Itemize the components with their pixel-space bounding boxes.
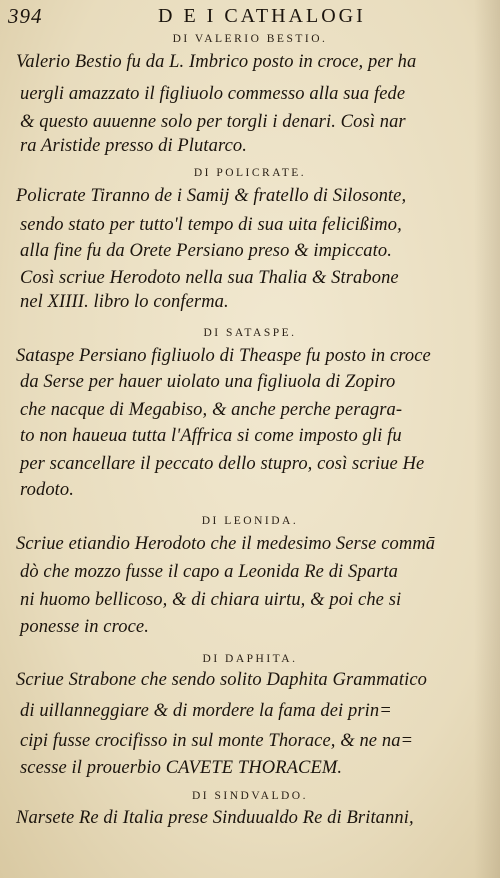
text-line: sendo stato per tutto'l tempo di sua uita felicißimo, bbox=[20, 215, 402, 235]
text-line: scesse il prouerbio CAVETE THORACEM. bbox=[20, 758, 343, 778]
text-line: dò che mozzo fusse il capo a Leonida Re di Sparta bbox=[20, 562, 398, 582]
section-heading: DI SATASPE. bbox=[203, 327, 297, 339]
text-line: Sataspe Persiano figliuolo di Theaspe fu posto in croce bbox=[16, 346, 431, 366]
page-number: 394 bbox=[8, 4, 43, 28]
text-line: Così scriue Herodoto nella sua Thalia & Strabone bbox=[20, 268, 399, 288]
text-line: alla fine fu da Orete Persiano preso & impiccato. bbox=[20, 241, 392, 261]
text-line: uergli amazzato il figliuolo commesso alla sua fede bbox=[20, 84, 406, 104]
text-line: che nacque di Megabiso, & anche perche peragra- bbox=[20, 400, 403, 420]
text-line: da Serse per hauer uiolato una figliuola di Zopiro bbox=[20, 372, 396, 392]
text-line: Scriue Strabone che sendo solito Daphita Grammatico bbox=[16, 670, 428, 690]
section-heading: DI LEONIDA. bbox=[201, 515, 299, 527]
text-line: rodoto. bbox=[20, 480, 74, 500]
text-line: ponesse in croce. bbox=[20, 617, 149, 637]
text-line: Policrate Tiranno de i Samij & fratello di Silosonte, bbox=[16, 186, 407, 206]
text-line: Scriue etiandio Herodoto che il medesimo Serse commā bbox=[16, 534, 436, 554]
text-line: to non haueua tutta l'Affrica si come imposto gli fu bbox=[20, 426, 402, 446]
text-line: ra Aristide presso di Plutarco. bbox=[20, 136, 247, 156]
text-line: ni huomo bellicoso, & di chiara uirtu, & poi che si bbox=[20, 590, 402, 610]
text-line: Valerio Bestio fu da L. Imbrico posto in croce, per ha bbox=[16, 52, 417, 72]
running-title: D E I CATHALOGI bbox=[158, 5, 366, 27]
page-header bbox=[8, 4, 490, 30]
section-heading: DI POLICRATE. bbox=[193, 167, 307, 179]
text-line: per scancellare il peccato dello stupro, così scriue He bbox=[20, 454, 425, 474]
text-line: cipi fusse crocifisso in sul monte Thorace, & ne na= bbox=[20, 731, 414, 751]
section-heading: DI DAPHITA. bbox=[202, 653, 298, 665]
text-line: Narsete Re di Italia prese Sinduualdo Re di Britanni, bbox=[16, 808, 414, 828]
text-line: & questo auuenne solo per torgli i denari. Così nar bbox=[20, 112, 406, 132]
page-shadow bbox=[474, 0, 500, 878]
text-line: nel XIIII. libro lo conferma. bbox=[20, 292, 229, 312]
section-heading: DI VALERIO BESTIO. bbox=[172, 33, 328, 45]
text-line: di uillanneggiare & di mordere la fama dei prin= bbox=[20, 701, 392, 721]
section-heading: DI SINDVALDO. bbox=[192, 790, 308, 802]
